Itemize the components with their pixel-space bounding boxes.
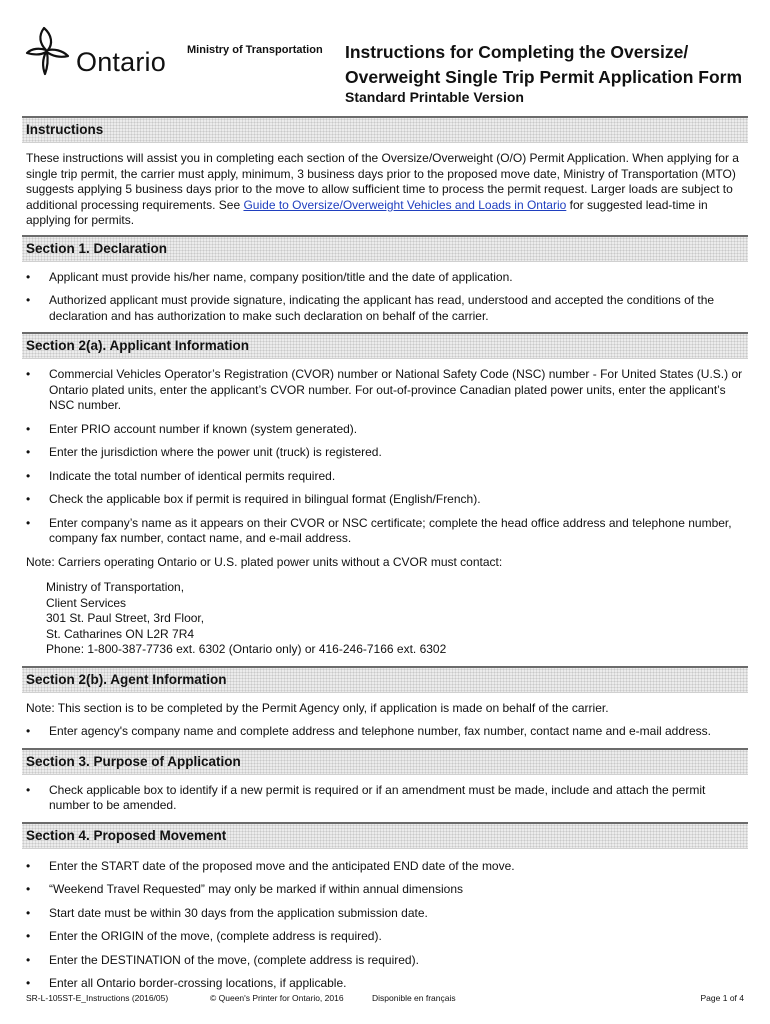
- list-item: [22, 367, 748, 414]
- bullet: •: [26, 492, 31, 506]
- section-heading-declaration: Section 1. Declaration: [22, 235, 748, 262]
- bullet: •: [26, 782, 31, 797]
- list-item-text: Enter company’s name as it appears on their CVOR or NSC certificate; complete the head office address and telephone number, company fax number, contact name, and e-mail address.: [49, 515, 732, 545]
- instructions-text: These instructions will assist you in completing each section of the Oversize/Overweight (O/O) Permit Application. When applying for a single trip permit, the carrier must apply, minimum, 3 business days prior to the proposed move date, Ministry of Transportation (MTO) suggests applying 5 business days prior to the move to allow sufficient time to process the permit request. Larger loads are subject to additional processing requirements. See: [26, 151, 739, 212]
- bullet: •: [26, 367, 31, 381]
- section-heading-applicant-info: Section 2(a). Applicant Information: [22, 332, 748, 359]
- list-item-text: Enter the DESTINATION of the move, (complete address is required).: [49, 952, 419, 967]
- list-item: [22, 929, 748, 945]
- list-item: [22, 270, 748, 286]
- proposed-movement-list: [22, 859, 748, 992]
- declaration-list: [22, 270, 748, 325]
- list-item: [22, 859, 748, 875]
- section-heading-agent-info: Section 2(b). Agent Information: [22, 666, 748, 693]
- copyright: © Queen's Printer for Ontario, 2016: [210, 993, 344, 1003]
- list-item-text: Check the applicable box if permit is required in bilingual format (English/French).: [49, 492, 481, 506]
- list-item-text: Enter agency's company name and complete address and telephone number, fax number, contact name and e-mail address.: [49, 724, 712, 738]
- bullet: •: [26, 293, 31, 307]
- bullet: •: [26, 905, 31, 920]
- list-item-text: Check applicable box to identify if a new permit is required or if an amendment must be made, include and attach the permit number to be amended.: [49, 782, 706, 812]
- address-phone: Phone: 1-800-387-7736 ext. 6302 (Ontario only) or 416-246-7166 ext. 6302: [46, 642, 447, 656]
- agent-note: Note: This section is to be completed by the Permit Agency only, if application is made on behalf of the carrier.: [26, 700, 609, 715]
- applicant-info-list: [22, 367, 748, 547]
- instructions-paragraph: [26, 151, 748, 229]
- list-item-text: Enter the START date of the proposed move and the anticipated END date of the move.: [49, 858, 515, 873]
- ministry-name: Ministry of Transportation: [187, 44, 323, 56]
- bullet: •: [26, 929, 31, 943]
- form-id: SR-L-105ST-E_Instructions (2016/05): [26, 993, 169, 1003]
- section-heading-proposed-movement: Section 4. Proposed Movement: [22, 822, 748, 849]
- instructions-text-end: for suggested lead-time in applying for permits.: [26, 197, 708, 227]
- list-item-text: Applicant must provide his/her name, company position/title and the date of application.: [49, 269, 513, 284]
- address-line: Ministry of Transportation,: [46, 580, 185, 594]
- list-item-text: Enter all Ontario border-crossing locations, if applicable.: [49, 976, 347, 990]
- section-heading-instructions: Instructions: [22, 116, 748, 143]
- document-subtitle: Standard Printable Version: [345, 89, 524, 105]
- list-item: [22, 422, 748, 438]
- guide-link[interactable]: Guide to Oversize/Overweight Vehicles and Loads in Ontario: [243, 197, 567, 212]
- list-item: [22, 906, 748, 922]
- list-item-text: Enter PRIO account number if known (system generated).: [49, 421, 358, 436]
- trillium-icon: [24, 22, 74, 78]
- document-header: [22, 0, 748, 116]
- list-item-text: Start date must be within 30 days from the application submission date.: [49, 905, 428, 920]
- section-heading-purpose: Section 3. Purpose of Application: [22, 748, 748, 775]
- logo-wordmark: Ontario: [76, 47, 166, 77]
- purpose-list: [22, 783, 748, 814]
- document-page: [22, 0, 748, 1024]
- list-item-text: Enter the jurisdiction where the power unit (truck) is registered.: [49, 445, 382, 459]
- cvor-note: Note: Carriers operating Ontario or U.S. plated power units without a CVOR must contact:: [26, 554, 503, 569]
- address-line: Client Services: [46, 595, 127, 610]
- list-item: [22, 783, 748, 814]
- bullet: •: [26, 515, 31, 530]
- agent-info-list: [22, 724, 748, 740]
- list-item: [22, 445, 748, 461]
- bullet: •: [26, 724, 31, 738]
- list-item: [22, 724, 748, 740]
- list-item: [22, 953, 748, 969]
- mto-address: [46, 580, 748, 658]
- list-item: [22, 976, 748, 992]
- list-item-text: Commercial Vehicles Operator’s Registration (CVOR) number or National Safety Code (NSC) number - For United States (U.S.) or Ontario plated units, enter the applicant’s CVOR number. For out-of-province Canadian plated power units, enter the applicant’s NSC number.: [49, 367, 743, 412]
- bullet: •: [26, 421, 31, 436]
- bullet: •: [26, 976, 31, 990]
- ontario-logo: [24, 22, 174, 82]
- address-line: 301 St. Paul Street, 3rd Floor,: [46, 611, 205, 625]
- bullet: •: [26, 269, 31, 284]
- french-version-note: Disponible en français: [372, 993, 456, 1003]
- list-item: [22, 469, 748, 485]
- list-item-text: “Weekend Travel Requested” may only be marked if within annual dimensions: [49, 882, 463, 896]
- list-item: [22, 882, 748, 898]
- document-title: Instructions for Completing the Oversize/ Overweight Single Trip Permit Application Form: [345, 42, 743, 87]
- list-item: [22, 293, 748, 324]
- bullet: •: [26, 882, 31, 896]
- list-item-text: Authorized applicant must provide signature, indicating the applicant has read, understood and accepted the conditions of the declaration and has authorization to make such declaration on behalf of the carrier.: [49, 293, 715, 323]
- bullet: •: [26, 445, 31, 459]
- list-item-text: Enter the ORIGIN of the move, (complete address is required).: [49, 929, 382, 943]
- list-item-text: Indicate the total number of identical permits required.: [49, 468, 336, 483]
- list-item: [22, 492, 748, 508]
- list-item: [22, 516, 748, 547]
- address-line: St. Catharines ON L2R 7R4: [46, 626, 195, 641]
- bullet: •: [26, 952, 31, 967]
- bullet: •: [26, 468, 31, 483]
- page-number: Page 1 of 4: [700, 993, 744, 1003]
- bullet: •: [26, 858, 31, 873]
